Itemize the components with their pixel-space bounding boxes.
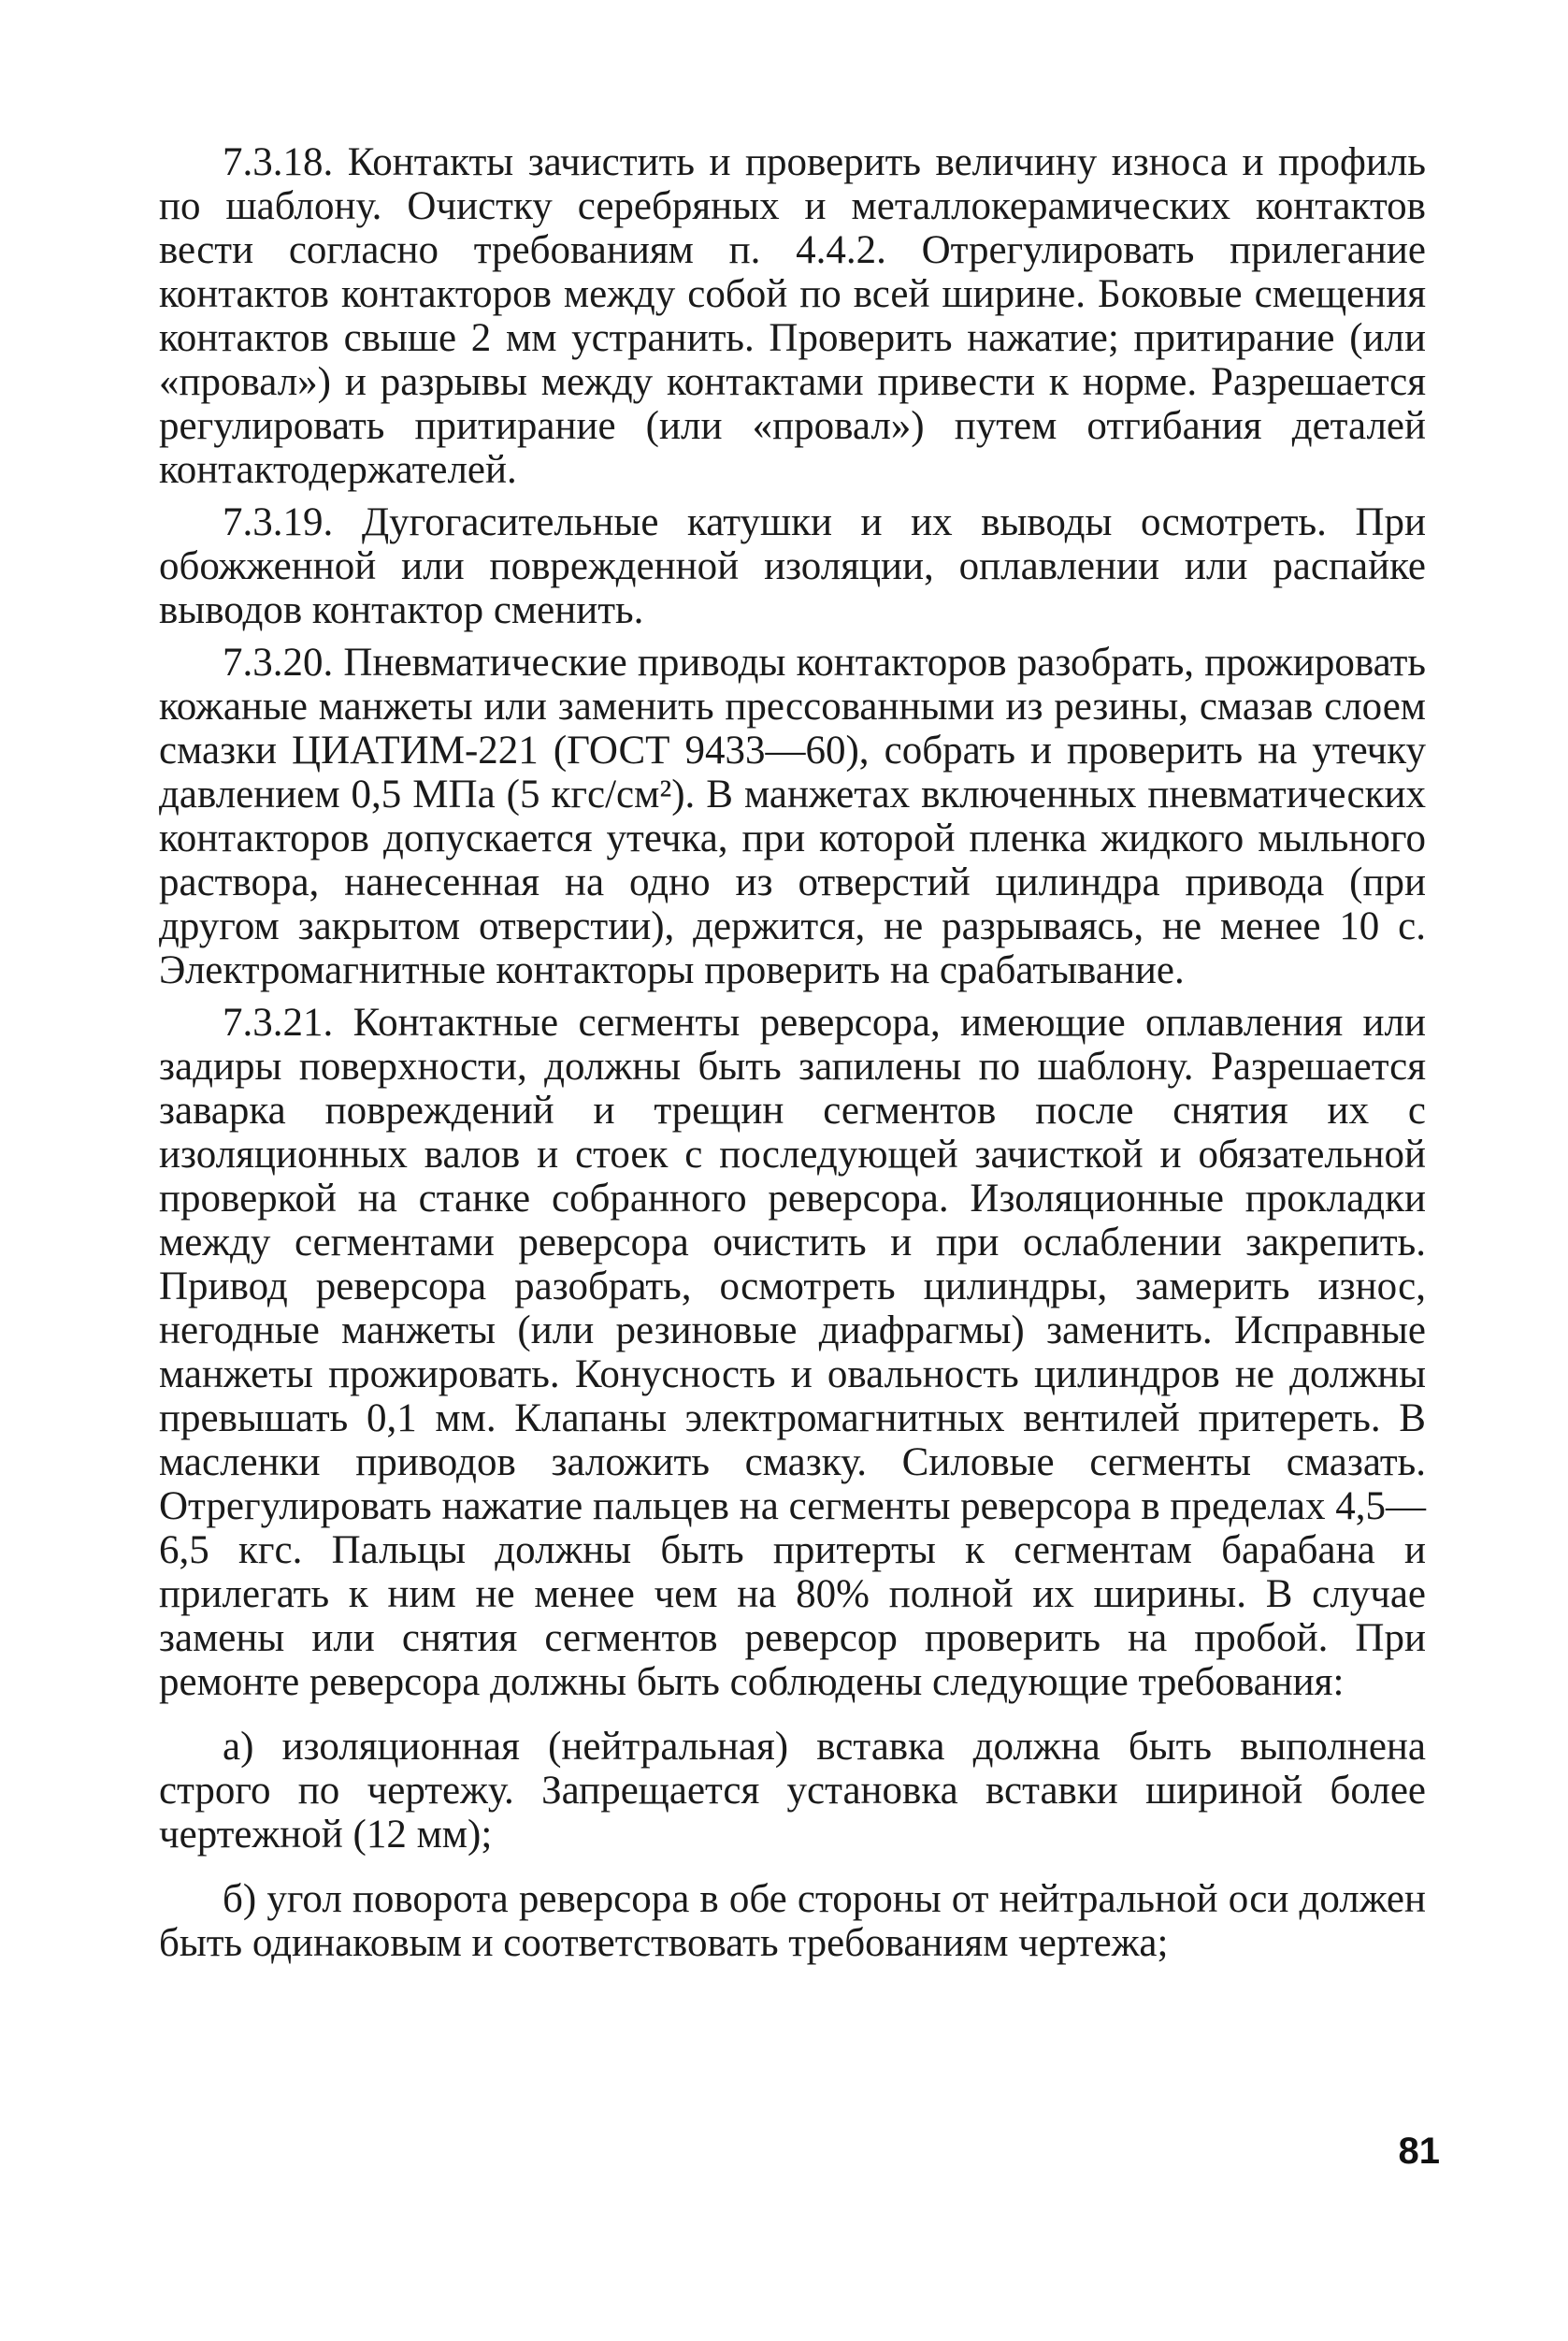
list-item-a: а) изоляционная (нейтральная) вставка должна быть выполнена строго по чертежу. Запрещается установка вставки шириной более чертежной (12 мм);: [159, 1725, 1426, 1857]
paragraph-7-3-21: 7.3.21. Контактные сегменты реверсора, имеющие оплавления или задиры поверхности, должны быть запилены по шаблону. Разрешается заварка повреждений и трещин сегментов после снятия их с изоляционных валов и стоек с последующей зачисткой и обязательной проверкой на станке собранного реверсора. Изоляционные прокладки между сегментами реверсора очистить и при ослаблении закрепить. Привод реверсора разобрать, осмотреть цилиндры, замерить износ, негодные манжеты (или резиновые диафрагмы) заменить. Исправные манжеты прожировать. Конусность и овальность цилиндров не должны превышать 0,1 мм. Клапаны электромагнитных вентилей притереть. В масленки приводов заложить смазку. Силовые сегменты смазать. Отрегулировать нажатие пальцев на сегменты реверсора в пределах 4,5—6,5 кгс. Пальцы должны быть притерты к сегментам барабана и прилегать к ним не менее чем на 80% полной их ширины. В случае замены или снятия сегментов реверсор проверить на пробой. При ремонте реверсора должны быть соблюдены следующие требования:: [159, 1001, 1426, 1704]
list-item-b: б) угол поворота реверсора в обе стороны от нейтральной оси должен быть одинаковым и соответствовать требованиям чертежа;: [159, 1877, 1426, 1965]
paragraph-7-3-19: 7.3.19. Дугогасительные катушки и их выводы осмотреть. При обожженной или поврежденной изоляции, оплавлении или распайке выводов контактор сменить.: [159, 500, 1426, 632]
page-number: 81: [1398, 2131, 1440, 2172]
text-body: [159, 140, 1426, 1973]
paragraph-7-3-18: 7.3.18. Контакты зачистить и проверить величину износа и профиль по шаблону. Очистку серебряных и металлокерамических контактов вести согласно требованиям п. 4.4.2. Отрегулировать прилегание контактов контакторов между собой по всей ширине. Боковые смещения контактов свыше 2 мм устранить. Проверить нажатие; притирание (или «провал») и разрывы между контактами привести к норме. Разрешается регулировать притирание (или «провал») путем отгибания деталей контактодержателей.: [159, 140, 1426, 492]
paragraph-7-3-20: 7.3.20. Пневматические приводы контакторов разобрать, прожировать кожаные манжеты или заменить прессованными из резины, смазав слоем смазки ЦИАТИМ-221 (ГОСТ 9433—60), собрать и проверить на утечку давлением 0,5 МПа (5 кгс/см²). В манжетах включенных пневматических контакторов допускается утечка, при которой пленка жидкого мыльного раствора, нанесенная на одно из отверстий цилиндра привода (при другом закрытом отверстии), держится, не разрываясь, не менее 10 с. Электромагнитные контакторы проверить на срабатывание.: [159, 641, 1426, 992]
